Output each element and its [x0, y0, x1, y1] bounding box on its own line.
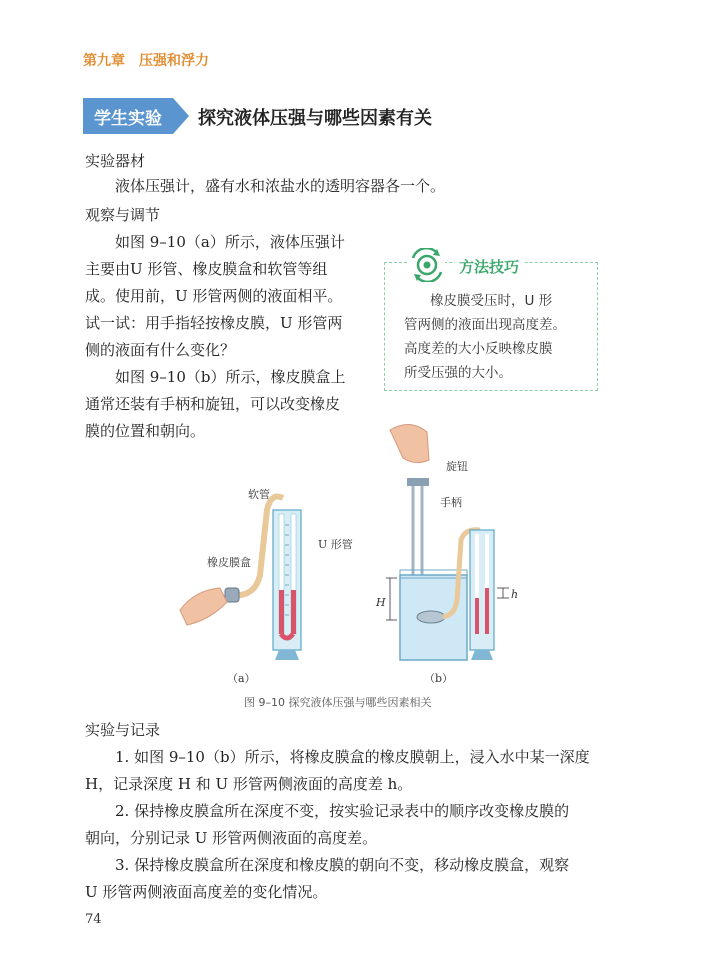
- gear-arrows-icon: [407, 248, 447, 282]
- record-line: H，记录深度 H 和 U 形管两侧液面的高度差 h。: [85, 775, 413, 793]
- observe-line: 侧的液面有什么变化？: [85, 341, 236, 359]
- record-line: 3. 保持橡皮膜盒所在深度和橡皮膜的朝向不变，移动橡皮膜盒，观察: [115, 856, 570, 874]
- record-line: U 形管两侧液面高度差的变化情况。: [85, 883, 328, 901]
- tip-line: 所受压强的大小。: [404, 365, 512, 381]
- label-height-h: h: [511, 588, 519, 601]
- page-title: 探究液体压强与哪些因素有关: [198, 108, 432, 129]
- label-hose: 软管: [248, 488, 270, 501]
- observe-paragraph-1: [85, 229, 385, 445]
- tip-line: 高度差的大小反映橡皮膜: [404, 341, 553, 357]
- observe-line: 主要由U 形管、橡皮膜盒和软管等组: [85, 260, 328, 278]
- label-membrane-box: 橡皮膜盒: [207, 556, 251, 569]
- label-depth-H: H: [376, 596, 386, 609]
- label-sub-b: （b）: [424, 672, 454, 685]
- chapter-header: 第九章 压强和浮力: [83, 53, 209, 69]
- experiment-label: 学生实验: [83, 98, 173, 134]
- observe-line: 通常还装有手柄和旋钮，可以改变橡皮: [85, 395, 341, 413]
- figure-caption: 图 9–10 探究液体压强与哪些因素相关: [244, 696, 432, 709]
- observe-line: 成。使用前，U 形管两侧的液面相平。: [85, 287, 343, 305]
- observe-line: 膜的位置和朝向。: [85, 422, 206, 440]
- record-line: 2. 保持橡皮膜盒所在深度不变，按实验记录表中的顺序改变橡皮膜的: [115, 802, 570, 820]
- tip-title: 方法技巧: [455, 256, 523, 277]
- label-knob: 旋钮: [446, 460, 468, 473]
- tip-line: 管两侧的液面出现高度差。: [404, 317, 566, 333]
- record-paragraphs: [85, 744, 620, 906]
- tip-line: 橡皮膜受压时，U 形: [430, 293, 553, 309]
- observe-line: 试一试：用手指轻按橡皮膜，U 形管两: [85, 314, 343, 332]
- observe-line: 如图 9–10（a）所示，液体压强计: [115, 233, 345, 251]
- label-u-tube: U 形管: [318, 538, 353, 551]
- figure-b-apparatus: [385, 420, 515, 665]
- label-sub-a: （a）: [227, 672, 256, 685]
- tip-text: [404, 289, 588, 385]
- banner-arrow: [173, 98, 189, 134]
- observe-line: 如图 9–10（b）所示，橡皮膜盒上: [115, 368, 346, 386]
- page-number: 74: [85, 912, 102, 927]
- label-handle: 手柄: [440, 496, 462, 509]
- observe-heading: 观察与调节: [85, 206, 161, 224]
- equipment-heading: 实验器材: [85, 152, 146, 170]
- equipment-text: 液体压强计，盛有水和浓盐水的透明容器各一个。: [115, 177, 446, 195]
- record-line: 朝向，分别记录 U 形管两侧液面的高度差。: [85, 829, 378, 847]
- record-line: 1. 如图 9–10（b）所示，将橡皮膜盒的橡皮膜朝上，浸入水中某一深度: [115, 748, 590, 766]
- record-heading: 实验与记录: [85, 721, 161, 739]
